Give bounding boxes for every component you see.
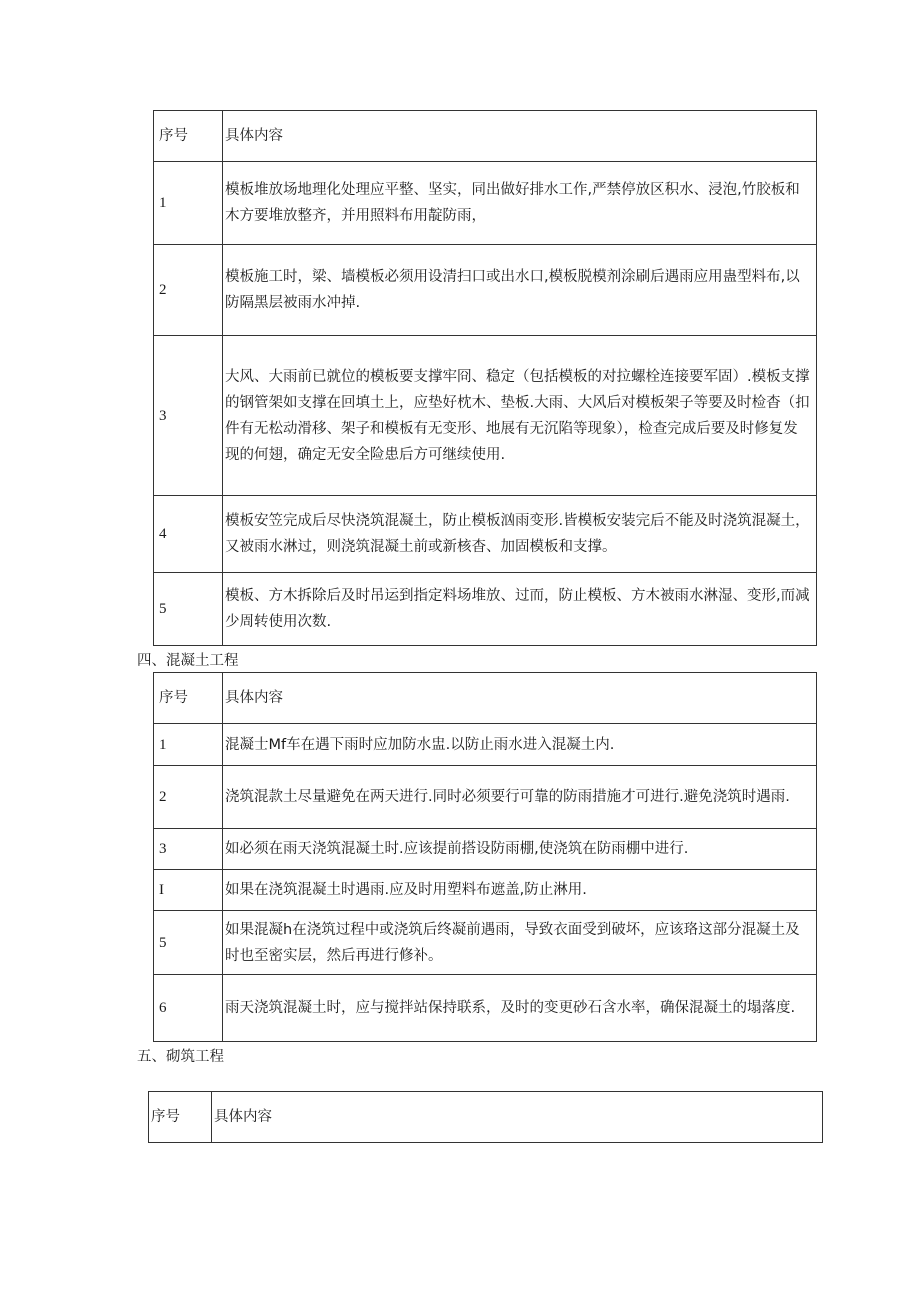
table-header-row <box>149 1092 823 1143</box>
row-number: 6 <box>154 975 223 1042</box>
row-content: 如必须在雨天浇筑混凝土时.应该提前搭设防雨棚,使浇筑在防雨棚中进行. <box>223 829 817 870</box>
concrete-table <box>153 672 817 1042</box>
row-number: 3 <box>154 336 223 496</box>
row-content: 如果在浇筑混凝土时遇雨.应及时用塑料布遮盖,防止淋用. <box>223 870 817 911</box>
row-content: 混凝士Mf车在遇下雨时应加防水盅.以防止雨水进入混凝土内. <box>223 724 817 766</box>
section-title-masonry: 五、砌筑工程 <box>137 1049 224 1065</box>
table-row <box>154 975 817 1042</box>
table-row <box>154 911 817 975</box>
row-content: 雨天浇筑混凝土时，应与搅拌站保持联系，及时的变更砂石含水率，确保混凝土的塌落度. <box>223 975 817 1042</box>
row-number: I <box>154 870 223 911</box>
header-content: 具体内容 <box>223 673 817 724</box>
header-content: 具体内容 <box>223 111 817 162</box>
row-content: 如果混凝h在浇筑过程中或浇筑后终凝前遇雨，导致衣面受到破坏，应该珞这部分混凝土及时也至密实层，然后再进行修补。 <box>223 911 817 975</box>
table-row <box>154 245 817 336</box>
row-number: 1 <box>154 162 223 245</box>
table-row <box>154 573 817 646</box>
row-number: 3 <box>154 829 223 870</box>
formwork-table <box>153 110 817 646</box>
section-title-concrete: 四、混凝土工程 <box>137 653 239 669</box>
table-row <box>154 829 817 870</box>
table-row <box>154 766 817 829</box>
table-row <box>154 724 817 766</box>
row-number: 1 <box>154 724 223 766</box>
row-content: 模板、方木拆除后及时吊运到指定料场堆放、过而，防止模板、方木被雨水淋湿、变形,而减少周转使用次数. <box>223 573 817 646</box>
table-row <box>154 496 817 573</box>
row-content: 模板施工时，梁、墙模板必须用设清扫口或出水口,模板脱模剂涂刷后遇雨应用蛊型料布,以防隔黑层被雨水冲掉. <box>223 245 817 336</box>
table-row <box>154 162 817 245</box>
header-no: 序号 <box>149 1092 212 1143</box>
table-header-row <box>154 111 817 162</box>
row-content: 模板堆放场地理化处理应平整、坚实，同出做好排水工作,严禁停放区积水、浸泡,竹胶板和木方要堆放整齐，并用照料布用靛防雨， <box>223 162 817 245</box>
table-header-row <box>154 673 817 724</box>
row-content: 浇筑混款土尽量避免在两天进行.同时必须要行可靠的防雨措施才可进行.避免浇筑时遇雨. <box>223 766 817 829</box>
row-content: 大风、大雨前已就位的模板要支撑牢冏、稳定（包括模板的对拉螺栓连接要军固）.模板支撑的钢管架如支撑在回填土上，应垫好枕木、垫板.大雨、大风后对模板架子等要及时检杳（扣件有无松动滑移、架子和模板有无变形、地展有无沉陷等现象），检查完成后要及时修复发现的何翅，确定无安全险患后方可继续使用. <box>223 336 817 496</box>
row-number: 4 <box>154 496 223 573</box>
row-content: 模板安笠完成后尽快浇筑混凝土，防止模板汹雨变形.皆模板安装完后不能及时浇筑混凝土，又被雨水淋过，则浇筑混凝土前或新核杳、加固模板和支撑。 <box>223 496 817 573</box>
header-no: 序号 <box>154 673 223 724</box>
row-number: 2 <box>154 766 223 829</box>
table-row <box>154 336 817 496</box>
row-number: 2 <box>154 245 223 336</box>
masonry-table <box>148 1091 823 1143</box>
table-row <box>154 870 817 911</box>
header-no: 序号 <box>154 111 223 162</box>
header-content: 具体内容 <box>212 1092 823 1143</box>
row-number: 5 <box>154 911 223 975</box>
row-number: 5 <box>154 573 223 646</box>
